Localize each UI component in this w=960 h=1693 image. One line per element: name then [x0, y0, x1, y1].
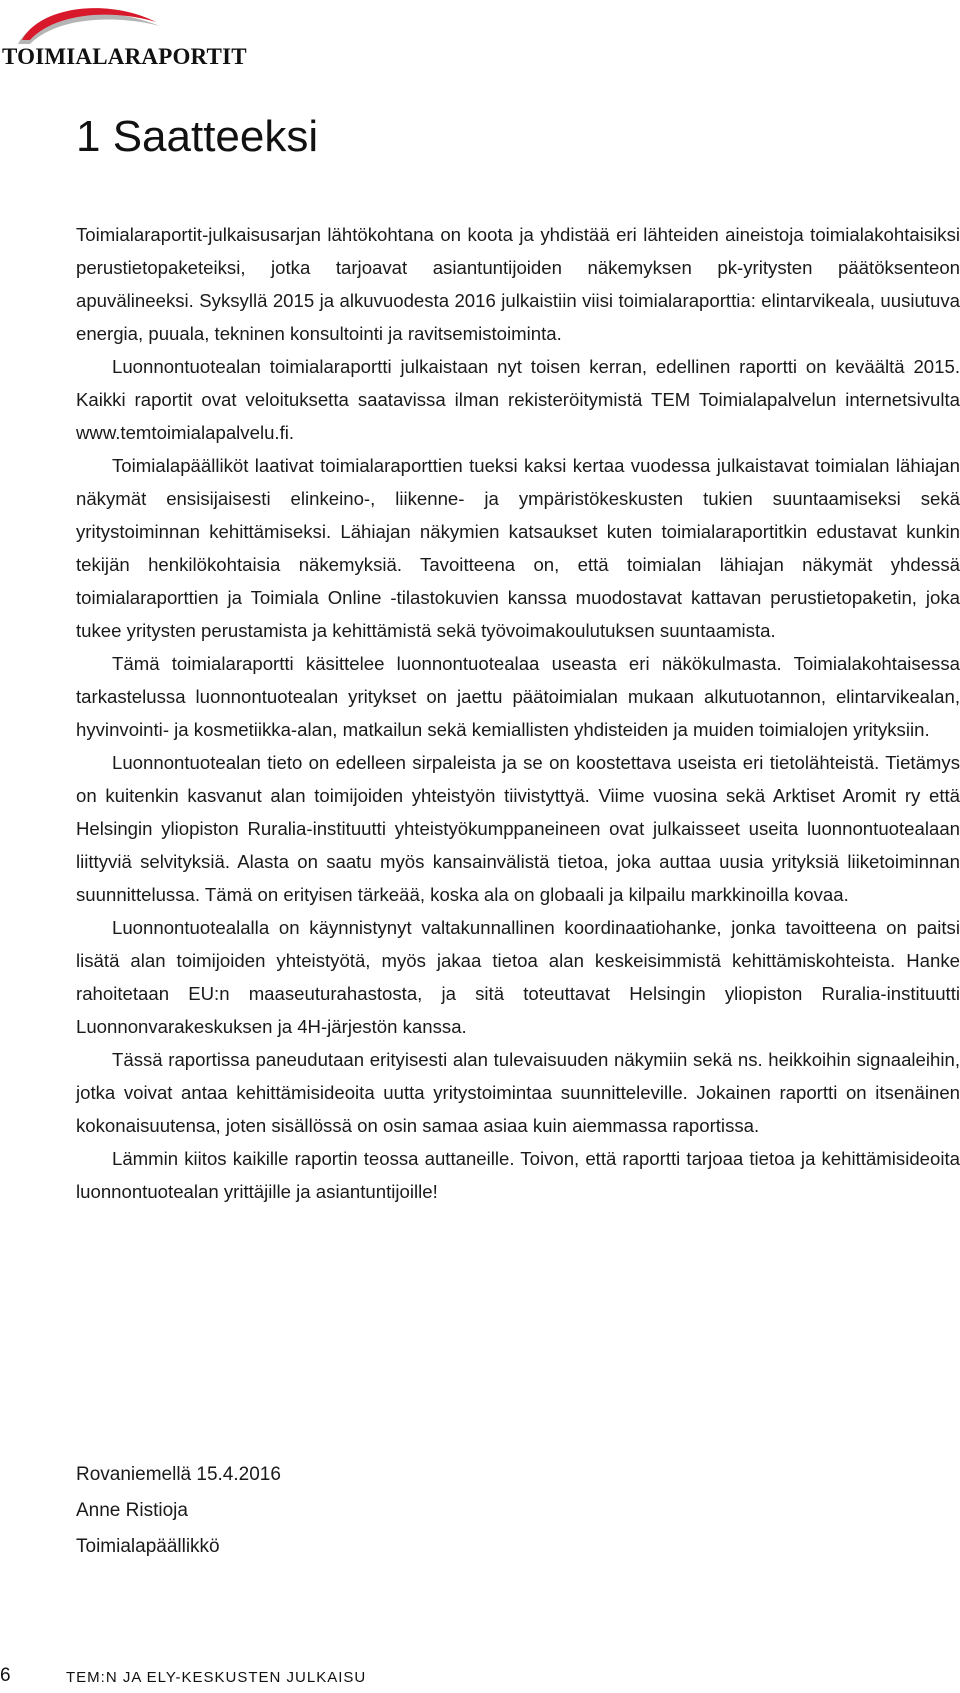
signature-block [76, 1457, 281, 1565]
signature-place-date: Rovaniemellä 15.4.2016 [76, 1464, 281, 1485]
toimialaraportit-logo [0, 0, 247, 80]
paragraph: Luonnontuotealan tieto on edelleen sirpaleista ja se on koostettava useista eri tietolähteistä. Tietämys on kuitenkin kasvanut alan toimijoiden yhteistyön tiivistyttyä. Viime vuosina sekä Arktiset Aromit ry että Helsingin yliopiston Ruralia-instituutti yhteistyökumppaneineen ovat julkaisseet useita luonnontuotealaan liittyviä selvityksiä. Alasta on saatu myös kansainvälistä tietoa, joka auttaa uusia yrityksiä liiketoiminnan suunnittelussa. Tämä on erityisen tärkeää, koska ala on globaali ja kilpailu markkinoilla kovaa. [76, 752, 960, 905]
logo-swoosh-icon [0, 0, 200, 50]
page-number: 6 [0, 1665, 11, 1686]
body-text [76, 218, 960, 1208]
page-title: 1 Saatteeksi [76, 112, 319, 161]
footer-publication: TEM:N JA ELY-KESKUSTEN JULKAISU [66, 1669, 367, 1686]
paragraph: Lämmin kiitos kaikille raportin teossa auttaneille. Toivon, että raportti tarjoaa tietoa ja kehittämisideoita luonnontuotealan yrittäjille ja asiantuntijoille! [76, 1148, 960, 1202]
paragraph: Luonnontuotealalla on käynnistynyt valtakunnallinen koordinaatiohanke, jonka tavoitteena on paitsi lisätä alan toimijoiden yhteistyötä, myös jakaa tietoa alan keskeisimmistä kehittämiskohteista. Hanke rahoitetaan EU:n maaseuturahastosta, ja sitä toteuttavat Helsingin yliopiston Ruralia-instituutti Luonnonvarakeskuksen ja 4H-järjestön kanssa. [76, 917, 960, 1037]
paragraph: Tässä raportissa paneudutaan erityisesti alan tulevaisuuden näkymiin sekä ns. heikkoihin signaaleihin, jotka voivat antaa kehittämisideoita uutta yritystoimintaa suunnitteleville. Jokainen raportti on itsenäinen kokonaisuutensa, joten sisällössä on osin samaa asiaa kuin aiemmassa raportissa. [76, 1049, 960, 1136]
paragraph: Toimialaraportit-julkaisusarjan lähtökohtana on koota ja yhdistää eri lähteiden aineistoja toimialakohtaisiksi perustietopaketeiksi, jotka tarjoavat asiantuntijoiden näkemyksen pk-yritysten päätöksenteon apuvälineeksi. Syksyllä 2015 ja alkuvuodesta 2016 julkaistiin viisi toimialaraporttia: elintarvikeala, uusiutuva energia, puuala, tekninen konsultointi ja ravitsemistoiminta. [76, 224, 960, 344]
paragraph: Luonnontuotealan toimialaraportti julkaistaan nyt toisen kerran, edellinen raportti on keväältä 2015. Kaikki raportit ovat veloituksetta saatavissa ilman rekisteröitymistä TEM Toimialapalvelun internetsivulta www.temtoimialapalvelu.fi. [76, 356, 960, 443]
paragraph: Tämä toimialaraportti käsittelee luonnontuotealaa useasta eri näkökulmasta. Toimialakohtaisessa tarkastelussa luonnontuotealan yritykset on jaettu päätoimialan mukaan alkutuotannon, elintarvikealan, hyvinvointi- ja kosmetiikka-alan, matkailun sekä kemiallisten yhdisteiden ja muiden toimialojen yrityksiin. [76, 653, 960, 740]
signature-name: Anne Ristioja [76, 1500, 188, 1521]
logo-wordmark: TOIMIALARAPORTIT [2, 44, 247, 69]
paragraph: Toimialapäälliköt laativat toimialaraporttien tueksi kaksi kertaa vuodessa julkaistavat toimialan lähiajan näkymät ensisijaisesti elinkeino-, liikenne- ja ympäristökeskusten tukien suuntaamiseksi sekä yritystoiminnan kehittämiseksi. Lähiajan näkymien katsaukset kuten toimialaraportitkin edustavat kunkin tekijän henkilökohtaisia näkemyksiä. Tavoitteena on, että toimialan lähiajan näkymät yhdessä toimialaraporttien ja Toimiala Online -tilastokuvien kanssa muodostavat kattavan perustietopaketin, joka tukee yritysten perustamista ja kehittämistä sekä työvoimakoulutuksen suuntaamista. [76, 455, 960, 641]
signature-role: Toimialapäällikkö [76, 1536, 220, 1557]
